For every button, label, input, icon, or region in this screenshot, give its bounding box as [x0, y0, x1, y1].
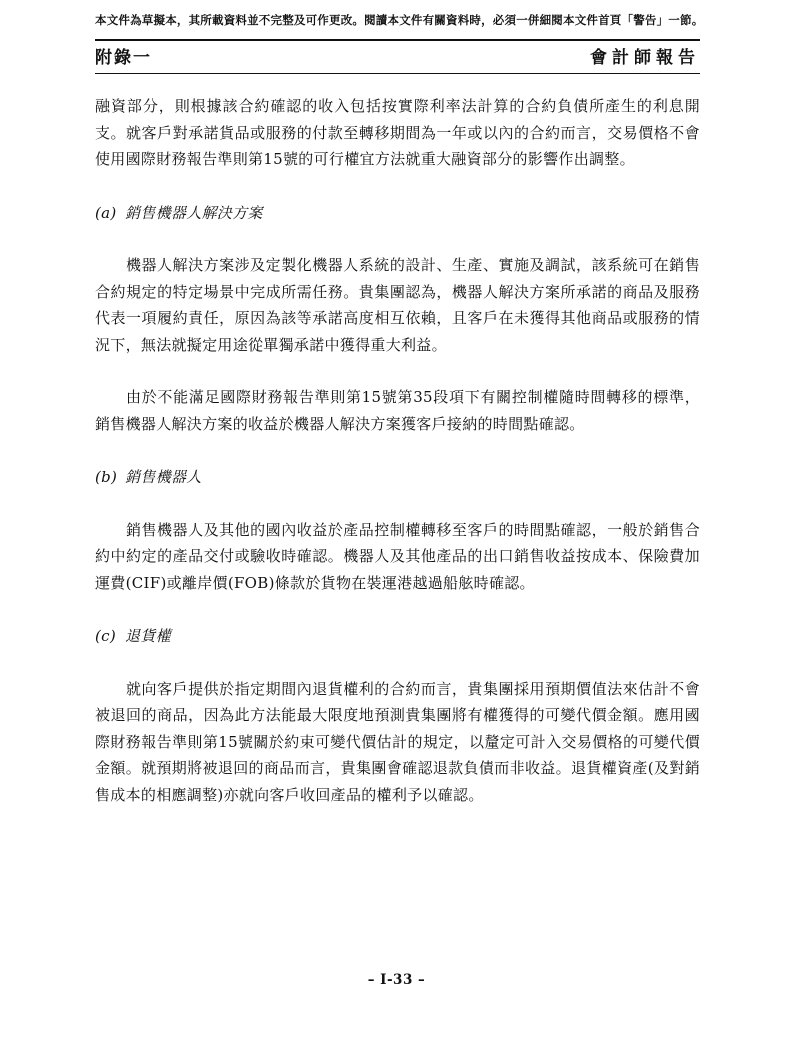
section-b-paragraph-1: 銷售機器人及其他的國內收益於產品控制權轉移至客戶的時間點確認，一般於銷售合約中約定的產品交付或驗收時確認。機器人及其他產品的出口銷售收益按成本、保險費加運費(CIF)或離岸價(FOB)條款於貨物在裝運港越過船舷時確認。 — [95, 520, 700, 592]
intro-paragraph: 融資部分，則根據該合約確認的收入包括按實際利率法計算的合約負債所產生的利息開支。就客戶對承諾貨品或服務的付款至轉移期間為一年或以內的合約而言，交易價格不會使用國際財務報告準則第15號的可行權宜方法就重大融資部分的影響作出調整。 — [95, 97, 700, 168]
section-a-paragraph-1: 機器人解決方案涉及定製化機器人系統的設計、生產、實施及調試，該系統可在銷售合約規定的特定場景中完成所需任務。貴集團認為，機器人解決方案所承諾的商品及服務代表一項履約責任，原因為該等承諾高度相互依賴，且客戶在未獲得其他商品或服務的情況下，無法就擬定用途從單獨承諾中獲得重大利益。 — [95, 256, 700, 354]
section-a-paragraph-2: 由於不能滿足國際財務報告準則第15號第35段項下有關控制權隨時間轉移的標準，銷售機器人解決方案的收益於機器人解決方案獲客戶接納的時間點確認。 — [95, 388, 700, 433]
header-rule-bottom — [95, 73, 700, 74]
appendix-title: 附錄一 — [95, 48, 152, 68]
report-title: 會計師報告 — [590, 48, 700, 68]
page-number: – I-33 – — [367, 972, 426, 988]
section-c-heading — [95, 623, 700, 650]
draft-notice: 本文件為草擬本，其所載資料並不完整及可作更改。閱讀本文件有關資料時，必須一併細閱本文件首頁「警告」一節。 — [95, 13, 704, 27]
section-b-title: 銷售機器人 — [125, 468, 202, 486]
section-a-title: 銷售機器人解決方案 — [125, 203, 263, 222]
body-text — [95, 93, 700, 808]
section-c-label: (c) — [95, 627, 117, 645]
section-c-title: 退貨權 — [125, 627, 171, 645]
section-b-label: (b) — [95, 468, 118, 486]
section-a-heading — [95, 200, 700, 227]
section-c-paragraph-1: 就向客戶提供於指定期間內退貨權利的合約而言，貴集團採用預期價值法來估計不會被退回的商品，因為此方法能最大限度地預測貴集團將有權獲得的可變代價金額。應用國際財務報告準則第15號關於約束可變代價估計的規定，以釐定可計入交易價格的可變代價金額。就預期將被退回的商品而言，貴集團會確認退款負債而非收益。退貨權資產(及對銷售成本的相應調整)亦就向客戶收回產品的權利予以確認。 — [95, 679, 700, 804]
header-rule-top — [95, 39, 700, 41]
section-a-label: (a) — [95, 203, 117, 222]
section-b-heading — [95, 464, 700, 491]
